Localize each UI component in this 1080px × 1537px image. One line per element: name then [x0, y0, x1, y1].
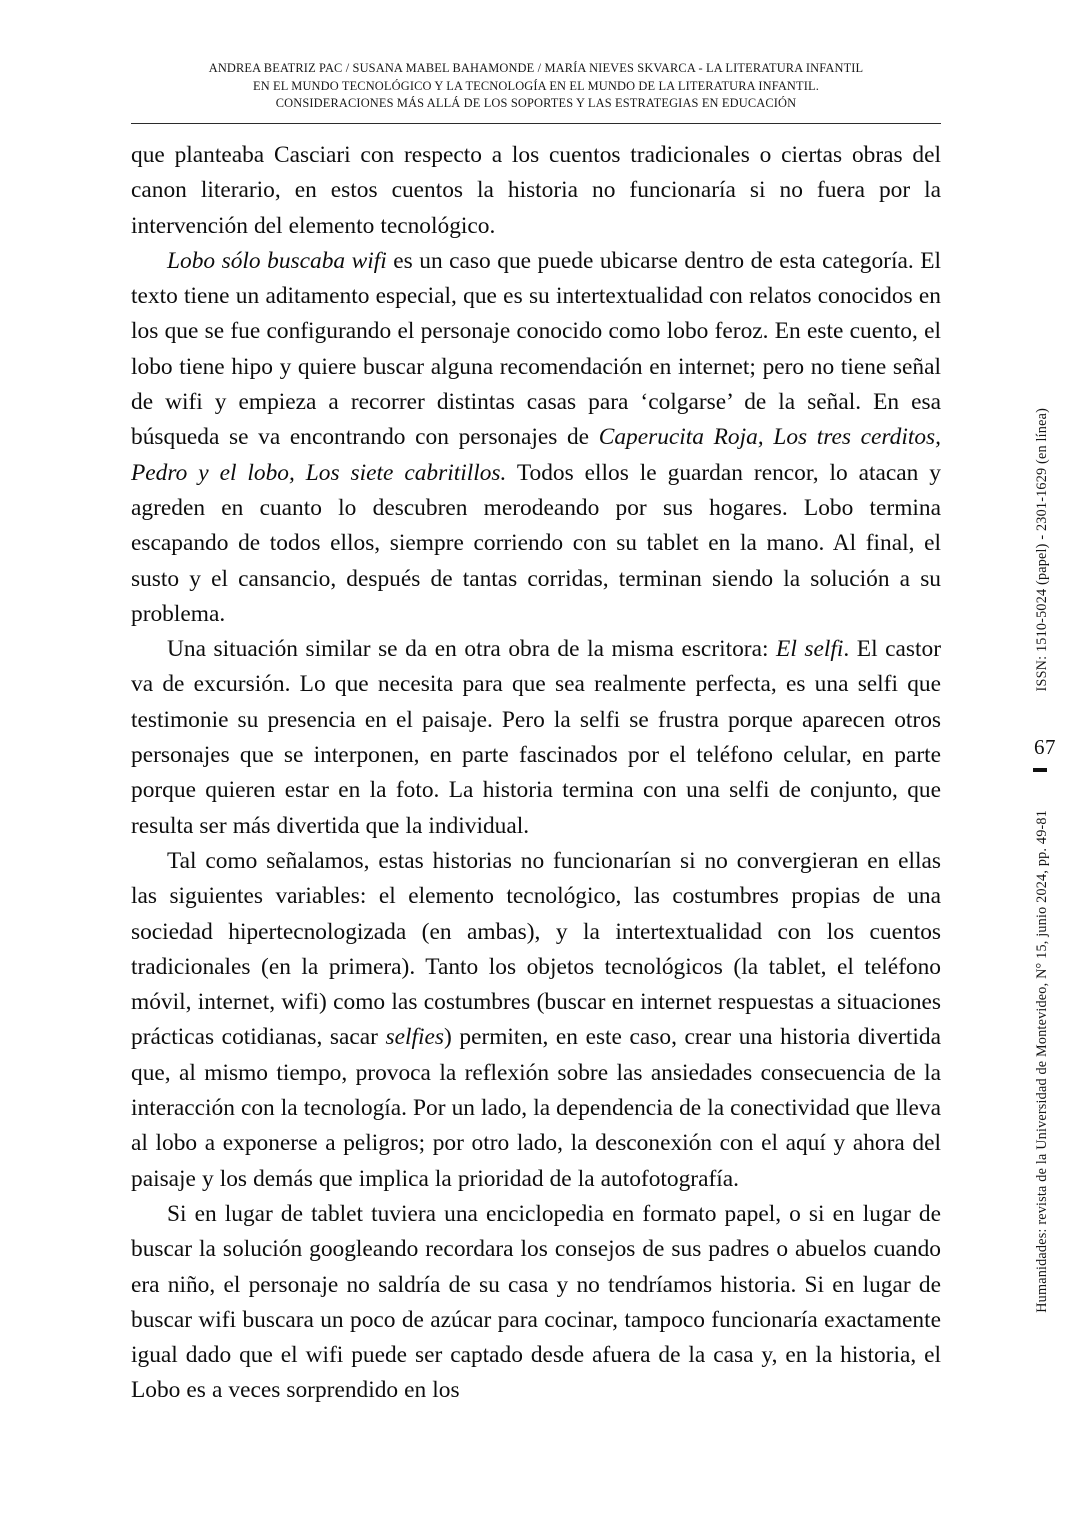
paragraph-1-text: que planteaba Casciari con respecto a los cuentos tradicionales o ciertas obras del canon literario, en estos cuentos la historia no funcionaría si no fuera por la intervención del elemento tecnológico. — [131, 142, 941, 239]
page-number-rule — [1033, 768, 1047, 772]
running-head-line-1: ANDREA BEATRIZ PAC / SUSANA MABEL BAHAMONDE / MARÍA NIEVES SKVARCA - LA LITERATURA INFANTIL — [208, 61, 864, 75]
issn-margin-text: ISSN: 1510-5024 (papel) - 2301-1629 (en línea) — [1034, 408, 1050, 692]
paragraph-3-text-a: Una situación similar se da en otra obra de la misma escritora: — [167, 636, 777, 663]
paragraph-4-italic-term: selfies — [385, 1024, 445, 1051]
running-head-line-2: EN EL MUNDO TECNOLÓGICO Y LA TECNOLOGÍA EN EL MUNDO DE LA LITERATURA INFANTIL. — [252, 78, 819, 93]
body-text-column — [131, 138, 941, 1409]
paragraph-3-title: El selfi — [776, 636, 844, 663]
paragraph-2-text-b: Todos ellos le guardan rencor, lo atacan y agreden en cuanto lo descubren merodeando por sus hogares. Lobo termina escapando de todos ellos, siempre corriendo con su tablet en la mano. Al final, el susto y el cansancio, después de tantas corridas, terminan siendo la solución a su problema. — [131, 459, 941, 627]
paragraph-2-title-lead: Lobo sólo buscaba wifi — [167, 247, 387, 274]
paragraph-2 — [131, 244, 941, 632]
paragraph-5 — [131, 1197, 941, 1409]
page-number: 67 — [1034, 735, 1056, 759]
journal-margin-text: Humanidades: revista de la Universidad de Montevideo, N° 15, junio 2024, pp. 49-81 — [1034, 810, 1050, 1313]
running-head — [131, 60, 941, 113]
paragraph-2-text-a: es un caso que puede ubicarse dentro de esta categoría. El texto tiene un aditamento especial, que es su intertextualidad con relatos conocidos en los que se fue configurando el personaje conocido como lobo feroz. En este cuento, el lobo tiene hipo y quiere buscar alguna recomendación en internet; pero no tiene señal de wifi y empieza a recorrer distintas casas para ‘colgarse’ de la señal. En esa búsqueda se va encontrando con personajes de — [131, 247, 941, 451]
header-divider — [131, 123, 941, 124]
paragraph-4-text-a: Tal como señalamos, estas historias no funcionarían si no convergieran en ellas las siguientes variables: el elemento tecnológico, las costumbres propias de una sociedad hipertecnologizada (en ambas), y la intertextualidad con los cuentos tradicionales (en la primera). Tanto los objetos tecnológicos (la tablet, el teléfono móvil, internet, wifi) como las costumbres (buscar en internet respuestas a situaciones prácticas cotidianas, sacar — [131, 847, 941, 1051]
paragraph-3-text-b: . El castor va de excursión. Lo que necesita para que sea realmente perfecta, es una selfi que testimonie su presencia en el paisaje. Pero la selfi se frustra porque aparecen otros personajes que se interponen, en parte fascinados por el teléfono celular, en parte porque quieren estar en la foto. La historia termina con una selfi de conjunto, que resulta ser más divertida que la individual. — [131, 636, 941, 839]
paragraph-2-story-titles: Caperucita Roja, Los tres cerditos, Pedro y el lobo, Los siete cabritillos. — [131, 424, 941, 486]
paragraph-4-text-b: ) permiten, en este caso, crear una historia divertida que, al mismo tiempo, provoca la reflexión sobre las ansiedades consecuencia de la interacción con la tecnología. Por un lado, la dependencia de la conectividad que lleva al lobo a exponerse a peligros; por otro lado, la desconexión con el aquí y ahora del paisaje y los demás que implica la prioridad de la autofotografía. — [131, 1024, 941, 1192]
running-head-line-3: CONSIDERACIONES MÁS ALLÁ DE LOS SOPORTES Y LAS ESTRATEGIAS EN EDUCACIÓN — [275, 96, 797, 110]
paragraph-5-text: Si en lugar de tablet tuviera una enciclopedia en formato papel, o si en lugar de buscar la solución googleando recordara los consejos de sus padres o abuelos cuando era niño, el personaje no saldría de su casa y no tendríamos historia. Si en lugar de buscar wifi buscara un poco de azúcar para cocinar, tampoco funcionaría exactamente igual dado que el wifi puede ser captado desde afuera de la casa y, en la historia, el Lobo es a veces sorprendido en los — [131, 1200, 941, 1404]
paragraph-3 — [131, 632, 941, 844]
paragraph-1 — [131, 138, 941, 244]
paragraph-4 — [131, 844, 941, 1197]
